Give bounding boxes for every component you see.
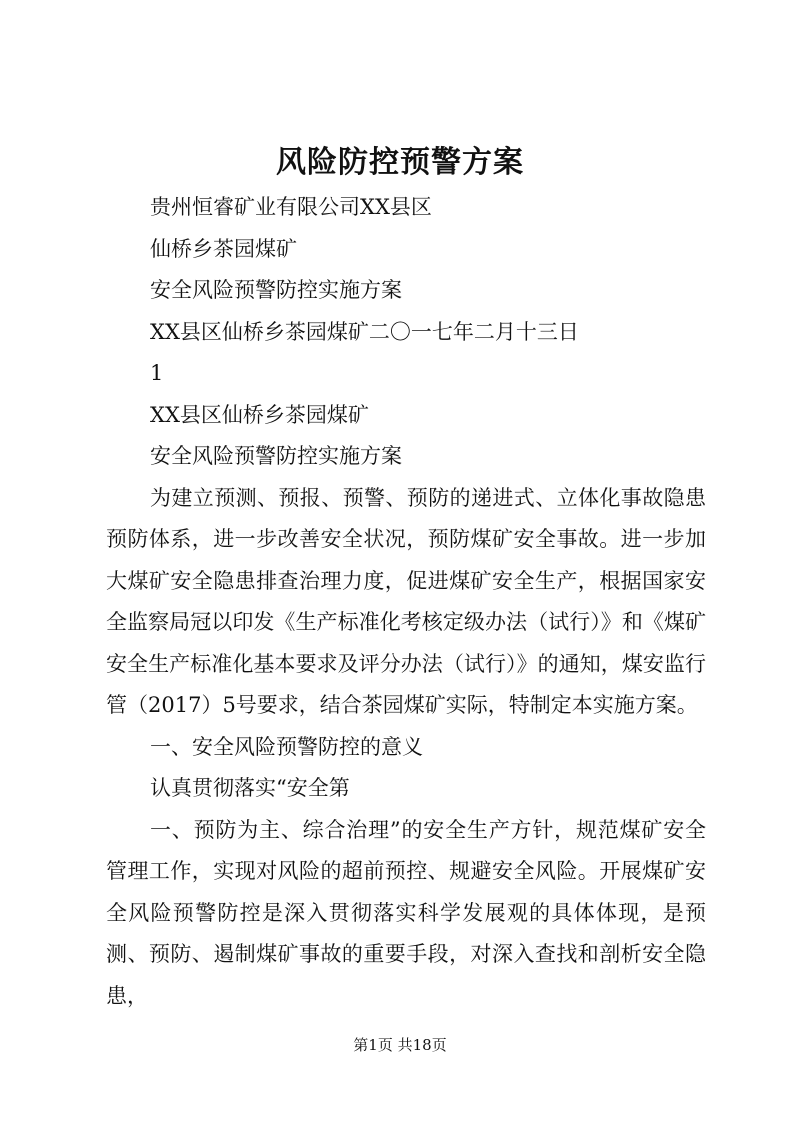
plan-title-line: 安全风险预警防控实施方案: [150, 278, 402, 302]
document-body: [106, 187, 706, 1017]
plan-title-line-2: 安全风险预警防控实施方案: [150, 444, 402, 468]
significance-paragraph: 一、预防为主、综合治理”的安全生产方针，规范煤矿安全管理工作，实现对风险的超前预控、规避安全风险。开展煤矿安全风险预警防控是深入贯彻落实科学发展观的具体体现，是预测、预防、遏制煤矿事故的重要手段，对深入查找和剖析安全隐患，: [106, 817, 706, 1008]
number-line: 1: [150, 361, 164, 385]
mine-name-line: 仙桥乡茶园煤矿: [150, 236, 297, 261]
quote-line: 认真贯彻落实“安全第: [150, 776, 350, 800]
section-heading: 一、安全风险预警防控的意义: [150, 734, 423, 759]
document-title: 风险防控预警方案: [276, 145, 524, 180]
date-line: XX县区仙桥乡茶园煤矿二〇一七年二月十三日: [150, 319, 579, 344]
page-footer: 第1页 共18页: [353, 1036, 447, 1054]
mine-name-line-2: XX县区仙桥乡茶园煤矿: [150, 402, 369, 427]
intro-paragraph: 为建立预测、预报、预警、预防的递进式、立体化事故隐患预防体系，进一步改善安全状况，预防煤矿安全事故。进一步加大煤矿安全隐患排查治理力度，促进煤矿安全生产，根据国家安全监察局冠以印发《生产标准化考核定级办法（试行）》和《煤矿安全生产标准化基本要求及评分办法（试行）》的通知，煤安监行管（2017）5号要求，结合茶园煤矿实际，特制定本实施方案。: [106, 485, 706, 717]
company-line: 贵州恒睿矿业有限公司XX县区: [150, 195, 432, 219]
